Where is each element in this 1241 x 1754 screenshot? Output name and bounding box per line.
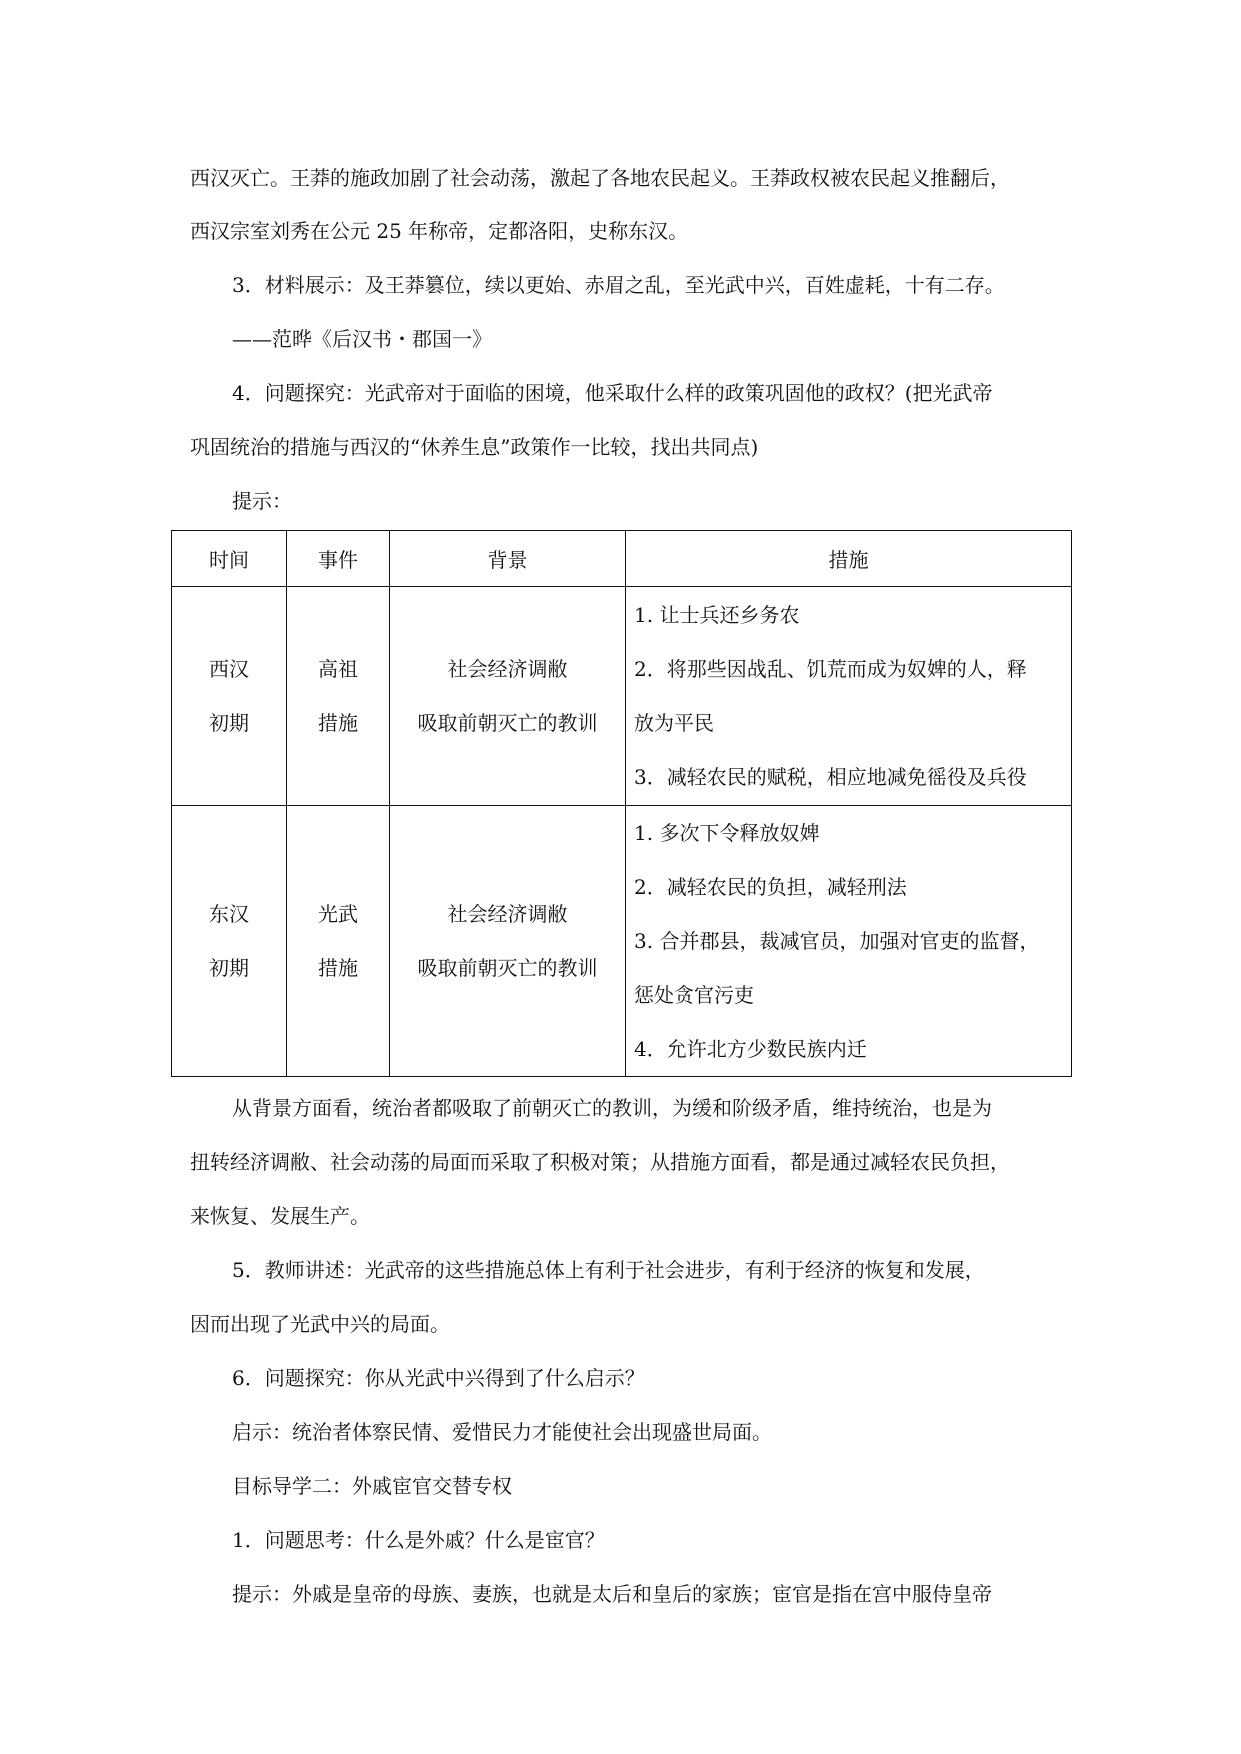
paragraph-line: 提示：外戚是皇帝的母族、妻族，也就是太后和皇后的家族；宦官是指在宫中服侍皇帝 [232,1582,992,1606]
measure-line: 1. 多次下令释放奴婢 [634,821,820,845]
measure-line: 放为平民 [634,711,714,735]
paragraph-line: 因而出现了光武中兴的局面。 [190,1312,450,1336]
header-time: 时间 [172,531,287,587]
cell-text: 初期 [209,711,249,735]
cell-measures [626,587,1072,806]
hint-label: 提示： [232,489,292,513]
paragraph-line: 巩固统治的措施与西汉的“休养生息”政策作一比较，找出共同点) [190,435,759,459]
cell-text: 吸取前朝灭亡的教训 [417,711,598,735]
cell-text: 措施 [318,711,358,735]
comparison-table [171,530,1071,1073]
cell-text: 初期 [209,956,249,980]
measure-line: 2．将那些因战乱、饥荒而成为奴婢的人，释 [634,657,1027,681]
cell-event [287,587,390,806]
cell-text: 东汉 [209,902,249,926]
table-row [172,806,1072,1077]
cell-background [390,806,626,1077]
table-header-row [172,531,1072,587]
cell-text: 光武 [318,902,358,926]
paragraph-line: 西汉宗室刘秀在公元 25 年称帝，定都洛阳，史称东汉。 [190,219,689,243]
paragraph-line: 扭转经济调敝、社会动荡的局面而采取了积极对策；从措施方面看，都是通过减轻农民负担， [190,1150,1010,1174]
paragraph-line: 启示：统治者体察民情、爱惜民力才能使社会出现盛世局面。 [232,1420,772,1444]
paragraph-line: 1．问题思考：什么是外戚？什么是宦官？ [232,1528,605,1552]
cell-time [172,806,287,1077]
cell-text: 社会经济调敝 [447,902,568,926]
cell-background [390,587,626,806]
cell-text: 西汉 [209,657,249,681]
cell-text: 措施 [318,956,358,980]
paragraph-line: 来恢复、发展生产。 [190,1204,370,1228]
header-measures: 措施 [626,531,1072,587]
header-event: 事件 [287,531,390,587]
paragraph-line: 4．问题探究：光武帝对于面临的困境，他采取什么样的政策巩固他的政权？(把光武帝 [232,381,993,405]
measure-line: 4．允许北方少数民族内迁 [634,1037,867,1061]
table-row [172,587,1072,806]
paragraph-line: 从背景方面看，统治者都吸取了前朝灭亡的教训，为缓和阶级矛盾，维持统治，也是为 [232,1096,992,1120]
cell-text: 社会经济调敝 [447,657,568,681]
header-background: 背景 [390,531,626,587]
cell-measures [626,806,1072,1077]
cell-event [287,806,390,1077]
paragraph-line: 西汉灭亡。王莽的施政加剧了社会动荡，激起了各地农民起义。王莽政权被农民起义推翻后， [190,166,1010,190]
section-heading: 目标导学二：外戚宦官交替专权 [232,1474,512,1498]
measure-line: 2．减轻农民的负担，减轻刑法 [634,875,907,899]
paragraph-line: 5．教师讲述：光武帝的这些措施总体上有利于社会进步，有利于经济的恢复和发展， [232,1258,985,1282]
cell-text: 高祖 [318,657,358,681]
paragraph-line: 6．问题探究：你从光武中兴得到了什么启示？ [232,1366,645,1390]
citation-line: ——范晔《后汉书・郡国一》 [232,327,492,351]
measure-line: 3. 合并郡县，裁减官员，加强对官吏的监督， [634,929,1040,953]
cell-text: 吸取前朝灭亡的教训 [417,956,598,980]
measure-line: 1. 让士兵还乡务农 [634,603,800,627]
cell-time [172,587,287,806]
measure-line: 3．减轻农民的赋税，相应地减免徭役及兵役 [634,765,1027,789]
paragraph-line: 3．材料展示：及王莽篡位，续以更始、赤眉之乱，至光武中兴，百姓虚耗，十有二存。 [232,273,1005,297]
measure-line: 惩处贪官污吏 [634,983,754,1007]
